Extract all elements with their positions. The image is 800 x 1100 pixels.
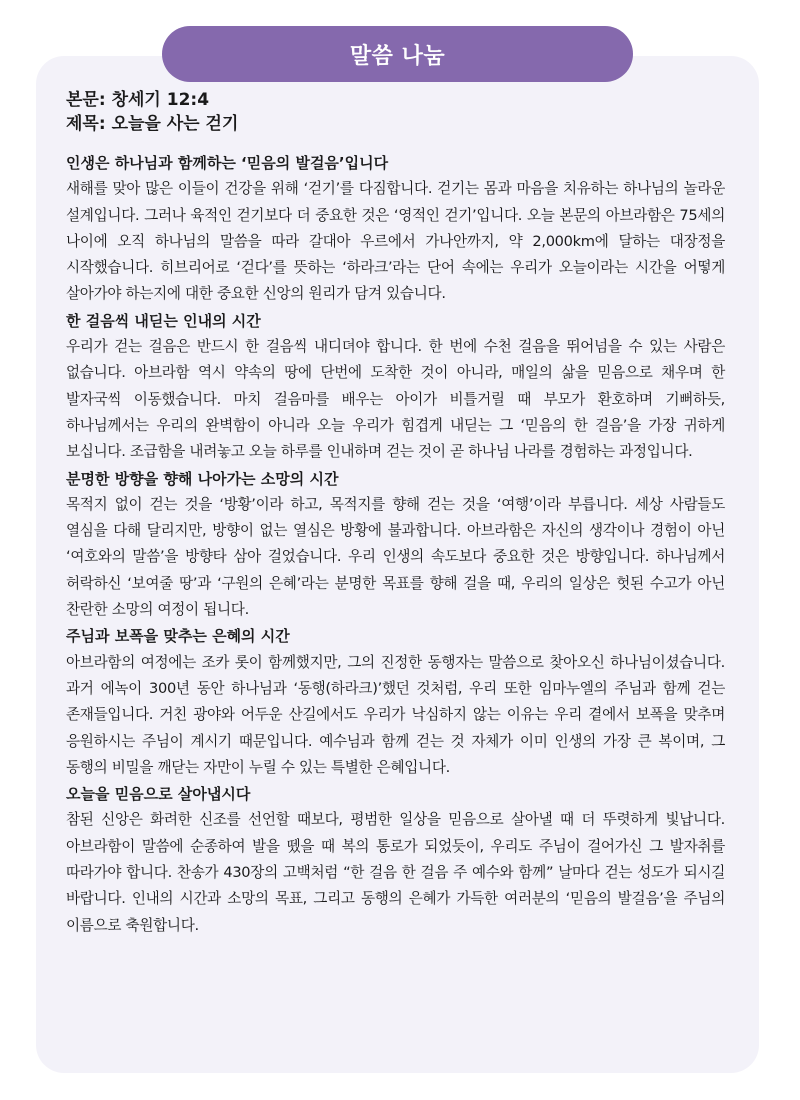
section-heading: 주님과 보폭을 맞추는 은혜의 시간 (66, 627, 290, 646)
section-paragraph: 새해를 맞아 많은 이들이 건강을 위해 ‘걷기’를 다짐합니다. 걷기는 몸과 마음을 치유하는 하나님의 놀라운 설계입니다. 그러나 육적인 걷기보다 더 중요한 것은 ‘영적인 걷기’입니다. 오늘 본문의 아브라함은 75세의 나이에 오직 하나님의 말씀을 따라 갈대아 우르에서 가나안까지, 약 2,000km에 달하는 대장정을 시작했습니다. 히브리어로 ‘걷다’를 뜻하는 ‘하라크’라는 단어 속에는 우리가 오늘이라는 시간을 어떻게 살아가야 하는지에 대한 중요한 신앙의 원리가 담겨 있습니다. (66, 180, 725, 303)
section-1 (66, 150, 725, 308)
page-title-banner (162, 26, 633, 82)
section-heading: 한 걸음씩 내딛는 인내의 시간 (66, 311, 261, 330)
section-heading: 오늘을 믿음으로 살아냅시다 (66, 785, 251, 804)
sermon-title: 오늘을 사는 걷기 (111, 114, 239, 134)
section-paragraph: 참된 신앙은 화려한 신조를 선언할 때보다, 평범한 일상을 믿음으로 살아낼 때 더 뚜렷하게 빛납니다. 아브라함이 말씀에 순종하여 발을 뗐을 때 복의 통로가 되었듯이, 우리도 주님이 걸어가신 그 발자취를 따라가야 합니다. 찬송가 430장의 고백처럼 “한 걸음 한 걸음 주 예수와 함께” 날마다 걷는 성도가 되시길 바랍니다. 인내의 시간과 소망의 목표, 그리고 동행의 은혜가 가득한 여러분의 ‘믿음의 발걸음’을 주님의 이름으로 축원합니다. (66, 811, 725, 934)
scripture-line (66, 88, 726, 112)
section-heading: 인생은 하나님과 함께하는 ‘믿음의 발걸음’입니다 (66, 154, 389, 172)
section-3 (66, 466, 725, 624)
section-5 (66, 781, 725, 939)
section-paragraph: 아브라함의 여정에는 조카 롯이 함께했지만, 그의 진정한 동행자는 말씀으로 찾아오신 하나님이셨습니다. 과거 에녹이 300년 동안 하나님과 ‘동행(하라크)’했던 것처럼, 우리 또한 임마누엘의 주님과 함께 걷는 존재들입니다. 거친 광야와 어두운 산길에서도 우리가 낙심하지 않는 이유는 우리 곁에서 보폭을 맞추며 응원하시는 주님이 계시기 때문입니다. 예수님과 함께 걷는 것 자체가 이미 인생의 가장 큰 복이며, 그 동행의 비밀을 깨닫는 자만이 누릴 수 있는 특별한 은혜입니다. (66, 653, 725, 776)
scripture-reference: 창세기 12:4 (111, 90, 210, 110)
sermon-meta (66, 88, 726, 136)
section-paragraph: 목적지 없이 걷는 것을 ‘방황’이라 하고, 목적지를 향해 걷는 것을 ‘여행’이라 부릅니다. 세상 사람들도 열심을 다해 달리지만, 방향이 없는 열심은 방황에 불과합니다. 아브라함은 자신의 생각이나 경험이 아닌 ‘여호와의 말씀’을 방향타 삼아 걸었습니다. 우리 인생의 속도보다 중요한 것은 방향입니다. 하나님께서 허락하신 ‘보여줄 땅’과 ‘구원의 은혜’라는 분명한 목표를 향해 걸을 때, 우리의 일상은 헛된 수고가 아닌 찬란한 소망의 여정이 됩니다. (66, 495, 725, 619)
page-title: 말씀 나눔 (349, 43, 446, 69)
scripture-label: 본문: (66, 90, 106, 110)
title-label: 제목: (66, 114, 106, 134)
section-2 (66, 308, 725, 466)
sermon-body (66, 150, 725, 939)
sermon-title-line (66, 112, 726, 136)
section-paragraph: 우리가 걷는 걸음은 반드시 한 걸음씩 내디뎌야 합니다. 한 번에 수천 걸음을 뛰어넘을 수 있는 사람은 없습니다. 아브라함 역시 약속의 땅에 단번에 도착한 것이 아니라, 매일의 삶을 믿음으로 채우며 한 발자국씩 이동했습니다. 마치 걸음마를 배우는 아이가 비틀거릴 때 부모가 환호하며 기뻐하듯, 하나님께서는 우리의 완벽함이 아니라 오늘 우리가 힘겹게 내딛는 그 ‘믿음의 한 걸음’을 가장 귀하게 보십니다. 조급함을 내려놓고 오늘 하루를 인내하며 걷는 것이 곧 하나님 나라를 경험하는 과정입니다. (66, 338, 725, 461)
section-4 (66, 623, 725, 781)
section-heading: 분명한 방향을 향해 나아가는 소망의 시간 (66, 469, 339, 488)
